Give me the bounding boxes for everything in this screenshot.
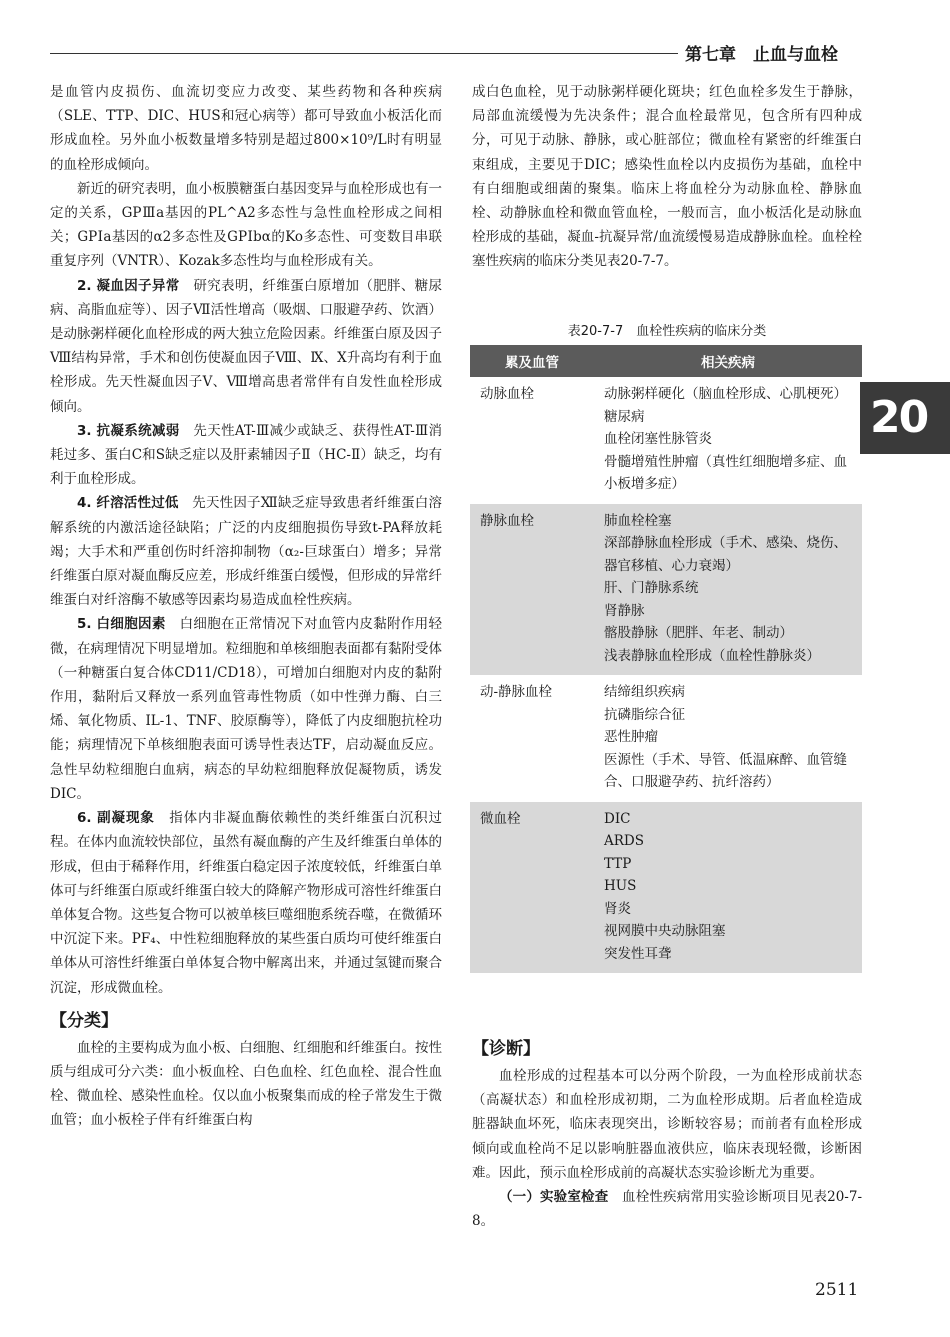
paragraph xyxy=(50,419,442,492)
paragraph: 新近的研究表明，血小板膜糖蛋白基因变异与血栓形成也有一定的关系，GPⅢa基因的PL^A2多态性与急性血栓形成之间相关；GPⅠa基因的α2多态性及GPⅠbα的Ko多态性、可变数目串联重复序列（VNTR）、Kozak多态性均与血栓形成有关。 xyxy=(50,180,442,270)
subsection-body: 指体内非凝血酶依赖性的类纤维蛋白沉积过程。在体内血流较快部位，虽然有凝血酶的产生及纤维蛋白单体的形成，但由于稀释作用，纤维蛋白稳定因子浓度较低，纤维蛋白单体可与纤维蛋白原或纤维蛋白较大的降解产物形成可溶性纤维蛋白单体复合物。这些复合物可以被单核巨噬细胞系统吞噬，在微循环中沉淀下来。PF₄、中性粒细胞释放的某些蛋白质均可使纤维蛋白单体从可溶性纤维蛋白单体复合物中解离出来，并通过氢键而聚合沉淀，形成微血栓。 xyxy=(50,810,443,996)
table-row xyxy=(470,675,862,802)
paragraph xyxy=(50,274,442,419)
subsection-heading: （一）实验室检查 xyxy=(499,1189,609,1206)
paragraph xyxy=(472,1185,862,1233)
disease-item: 深部静脉血栓形成（手术、感染、烧伤、器官移植、心力衰竭） xyxy=(604,535,847,574)
subsection-heading: 3. 抗凝系统减弱 xyxy=(77,422,180,439)
disease-item: HUS xyxy=(604,878,637,894)
paragraph: 成白色血栓，见于动脉粥样硬化斑块；红色血栓多发生于静脉，局部血流缓慢为先决条件；混合血栓最常见，包含所有四种成分，可见于动脉、静脉，或心脏部位；微血栓有紧密的纤维蛋白束组成，主要见于DIC；感染性血栓以内皮损伤为基础，血栓中有白细胞或细菌的聚集。临床上将血栓分为动脉血栓、静脉血栓、动静脉血栓和微血管血栓，一般而言，血小板活化是动脉血栓形成的基础，凝血-抗凝异常/血流缓慢易造成静脉血栓。血栓栓塞性疾病的临床分类见表20-7-7。 xyxy=(472,84,862,270)
subsection-body: 白细胞在正常情况下对血管内皮黏附作用轻微，在病理情况下明显增加。粒细胞和单核细胞表面都有黏附受体（一种糖蛋白复合体CD11/CD18），可增加白细胞对内皮的黏附作用，黏附后又释放一系列血管毒性物质（如中性弹力酶、白三烯、氧化物质、IL-1、TNF、胶原酶等），降低了内皮细胞抗栓功能；病理情况下单核细胞表面可诱导性表达TF，启动凝血反应。急性早幼粒细胞白血病，病态的早幼粒细胞释放促凝物质，诱发DIC。 xyxy=(50,616,443,802)
disease-item: 浅表静脉血栓形成（血栓性静脉炎） xyxy=(604,647,820,664)
diagnosis-section xyxy=(472,1028,862,1233)
disease-item: 视网膜中央动脉阻塞 xyxy=(604,923,726,939)
table-cell-category: 微血栓 xyxy=(470,802,594,974)
table-cell-category: 动-静脉血栓 xyxy=(480,684,553,700)
subsection-body: 研究表明，纤维蛋白原增加（肥胖、糖尿病、高脂血症等）、因子Ⅶ活性增高（吸烟、口服避孕药、饮酒）是动脉粥样硬化血栓形成的两大独立危险因素。纤维蛋白原及因子Ⅷ结构异常，手术和创伤使凝血因子Ⅷ、Ⅸ、Ⅹ升高均有利于血栓形成。先天性凝血因子Ⅴ、Ⅷ增高患者常伴有自发性血栓形成倾向。 xyxy=(50,277,443,415)
table-header-vessel: 累及血管 xyxy=(470,345,594,377)
paragraph xyxy=(50,806,442,1000)
table-cell-category: 动脉血栓 xyxy=(480,386,534,402)
table-header-disease: 相关疾病 xyxy=(594,345,862,377)
chapter-title: 第七章 止血与血栓 xyxy=(685,45,838,65)
chapter-tab: 20 xyxy=(860,382,950,454)
header-rule xyxy=(50,53,678,54)
disease-item: ARDS xyxy=(604,833,644,849)
thrombosis-classification-table xyxy=(470,345,862,973)
disease-item: 肝、门静脉系统 xyxy=(604,580,699,596)
disease-item: 肾静脉 xyxy=(604,602,645,619)
disease-item: TTP xyxy=(604,855,632,872)
table-cell-diseases xyxy=(594,377,862,504)
disease-item: 突发性耳聋 xyxy=(604,945,672,962)
table-cell-diseases xyxy=(594,504,862,676)
section-heading-diagnosis: 【诊断】 xyxy=(472,1039,540,1059)
table-cell-diseases xyxy=(594,675,862,802)
disease-item: 抗磷脂综合征 xyxy=(604,706,685,723)
paragraph: 血栓的主要构成为血小板、白细胞、红细胞和纤维蛋白。按性质与组成可分六类：血小板血栓、白色血栓、红色血栓、混合性血栓、微血栓、感染性血栓。仅以血小板聚集而成的栓子常发生于微血管；血小板栓子伴有纤维蛋白构 xyxy=(50,1039,442,1129)
paragraph: 是血管内皮损伤、血流切变应力改变、某些药物和各种疾病（SLE、TTP、DIC、HUS和冠心病等）都可导致血小板活化而形成血栓。另外血小板数量增多特别是超过800×10⁹/L时有明显的血栓形成倾向。 xyxy=(50,84,442,173)
subsection-body: 先天性因子Ⅻ缺乏症导致患者纤维蛋白溶解系统的内激活途径缺陷；广泛的内皮细胞损伤导致t-PA释放耗竭；大手术和严重创伤时纤溶抑制物（α₂-巨球蛋白）增多；异常纤维蛋白原对凝血酶反应差，形成纤维蛋白缓慢，但形成的异常纤维蛋白对纤溶酶不敏感等因素均易造成血栓性疾病。 xyxy=(50,495,442,609)
paragraph xyxy=(50,491,442,612)
section-heading-classification: 【分类】 xyxy=(50,1010,118,1031)
table-cell-diseases xyxy=(594,802,862,974)
disease-item: 动脉粥样硬化（脑血栓形成、心肌梗死） xyxy=(604,386,847,402)
disease-item: 髂股静脉（肥胖、年老、制动） xyxy=(604,625,793,641)
subsection-heading: 2. 凝血因子异常 xyxy=(77,277,180,294)
table-caption: 表20-7-7 血栓性疾病的临床分类 xyxy=(567,324,767,339)
subsection-heading: 6. 副凝现象 xyxy=(77,810,155,827)
subsection-heading: 5. 白细胞因素 xyxy=(77,616,166,633)
table-row xyxy=(470,377,862,504)
disease-item: 血栓闭塞性脉管炎 xyxy=(604,431,712,447)
disease-item: 糖尿病 xyxy=(604,408,645,425)
subsection-heading: 4. 纤溶活性过低 xyxy=(77,495,179,512)
disease-item: DIC xyxy=(604,810,631,827)
disease-item: 恶性肿瘤 xyxy=(604,729,658,745)
disease-item: 肺血栓栓塞 xyxy=(604,512,672,529)
subsection-body: 先天性AT-Ⅲ减少或缺乏、获得性AT-Ⅲ消耗过多、蛋白C和S缺乏症以及肝素辅因子Ⅱ（HC-Ⅱ）缺乏，均有利于血栓形成。 xyxy=(50,422,442,488)
table-row xyxy=(470,802,862,974)
right-column xyxy=(472,80,862,274)
disease-item: 骨髓增殖性肿瘤（真性红细胞增多症、血小板增多症） xyxy=(604,453,847,492)
disease-item: 肾炎 xyxy=(604,900,631,917)
subsection-body: 血栓性疾病常用实验诊断项目见表20-7-8。 xyxy=(472,1189,863,1230)
left-column xyxy=(50,80,442,1133)
table-row xyxy=(470,504,862,676)
paragraph: 血栓形成的过程基本可以分两个阶段，一为血栓形成前状态（高凝状态）和血栓形成初期，二为血栓形成期。后者血栓造成脏器缺血坏死，临床表现突出，诊断较容易；而前者有血栓形成倾向或血栓尚不足以影响脏器血液供应，临床表现轻微，诊断困难。因此，预示血栓形成前的高凝状态实验诊断尤为重要。 xyxy=(472,1068,862,1181)
disease-item: 医源性（手术、导管、低温麻醉、血管缝合、口服避孕药、抗纤溶药） xyxy=(604,751,847,790)
paragraph xyxy=(50,612,442,806)
page-number: 2511 xyxy=(815,1280,859,1300)
disease-item: 结缔组织疾病 xyxy=(604,684,685,700)
table-cell-category: 静脉血栓 xyxy=(470,504,594,676)
